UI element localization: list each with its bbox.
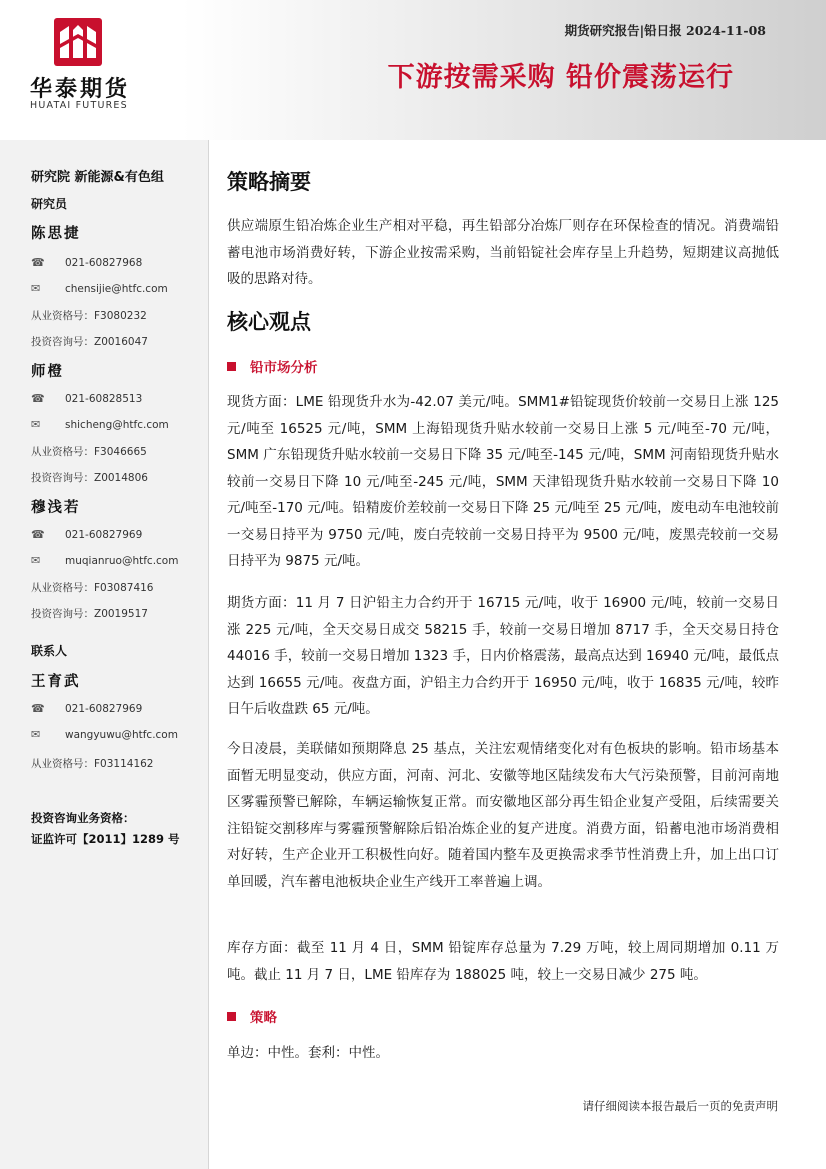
report-title: 下游按需采购 铅价震荡运行: [387, 62, 734, 93]
report-date: 2024-11-08: [686, 23, 766, 38]
contact-email[interactable]: ✉ wangyuwu@htfc.com: [31, 728, 178, 741]
logo-chinese-name: 华泰期货: [30, 77, 131, 102]
license-label: 投资咨询业务资格：: [31, 811, 135, 825]
phone-icon: ☎: [31, 528, 45, 541]
report-type: 期货研究报告|铅日报: [564, 23, 682, 38]
researcher-email[interactable]: ✉ shicheng@htfc.com: [31, 418, 169, 431]
inventory-paragraph: 库存方面：截至 11 月 4 日，SMM 铅锭库存总量为 7.29 万吨，较上周同期增加 0.11 万吨。截止 11 月 7 日，LME 铅库存为 188025 吨，较上一交易日减少 275 吨。: [227, 940, 779, 983]
researcher-phone: ☎ 021-60827969: [31, 528, 143, 541]
red-square-bullet-icon: [227, 362, 236, 371]
logo-english-name: HUATAI FUTURES: [30, 100, 128, 111]
researcher-invest-number: 投资咨询号：Z0019517: [31, 608, 148, 620]
futures-paragraph: 期货方面：11 月 7 日沪铅主力合约开于 16715 元/吨，收于 16900 元/吨，较前一交易日涨 225 元/吨，全天交易日成交 58215 手，较前一交易日增加 8717 手，全天交易日持仓 44016 手，较前一交易日增加 1323 手，日内价格震荡，最高点达到 16940 元/吨，最低点达到 16655 元/吨。夜盘方面，沪铅主力合约开于 16950 元/吨，收于 16835 元/吨，较昨日午后收盘跌 65 元/吨。: [227, 595, 779, 717]
contact-name: 王育武: [31, 673, 81, 690]
summary-heading: 策略摘要: [227, 170, 311, 194]
researcher-invest-number: 投资咨询号：Z0016047: [31, 336, 148, 348]
email-icon: ✉: [31, 554, 41, 567]
phone-icon: ☎: [31, 256, 45, 269]
summary-text: 供应端原生铅冶炼企业生产相对平稳，再生铅部分冶炼厂则存在环保检查的情况。消费端铅蓄电池市场消费好转，下游企业按需采购，当前铅锭社会库存呈上升趋势，短期建议高抛低吸的思路对待。: [227, 218, 779, 287]
huatai-logo-icon: [54, 18, 102, 66]
researcher-name: 师橙: [31, 363, 64, 380]
researcher-qualification: 从业资格号：F03087416: [31, 582, 154, 594]
page-header: [0, 0, 826, 140]
email-icon: ✉: [31, 282, 41, 295]
researcher-email[interactable]: ✉ chensijie@htfc.com: [31, 282, 168, 295]
email-icon: ✉: [31, 418, 41, 431]
red-square-bullet-icon: [227, 1012, 236, 1021]
report-meta: [565, 21, 766, 39]
license-number: 证监许可【2011】1289 号: [31, 832, 180, 846]
researcher-phone: ☎ 021-60827968: [31, 256, 143, 269]
market-analysis-heading: 铅市场分析: [227, 356, 318, 376]
researcher-email[interactable]: ✉ muqianruo@htfc.com: [31, 554, 179, 567]
researcher-invest-number: 投资咨询号：Z0014806: [31, 472, 148, 484]
spot-paragraph: 现货方面：LME 铅现货升水为-42.07 美元/吨。SMM1#铅锭现货价较前一交易日上涨 125 元/吨至 16525 元/吨，SMM 上海铅现货升贴水较前一交易日上涨 5 元/吨至-70 元/吨，SMM 广东铅现货升贴水较前一交易日下降 35 元/吨至-145 元/吨，SMM 河南铅现货升贴水较前一交易日下降 10 元/吨至-245 元/吨，SMM 天津铅现货升贴水较前一交易日下降 10 元/吨至-170 元/吨。铅精废价差较前一交易日下降 25 元/吨至 25 元/吨，废电动车电池较前一交易日持平为 9750 元/吨，废白壳较前一交易日持平为 9500 元/吨，废黑壳较前一交易日持平为 9875 元/吨。: [227, 394, 779, 569]
strategy-heading: 策略: [227, 1006, 277, 1026]
researcher-phone: ☎ 021-60828513: [31, 392, 143, 405]
strategy-text: 单边：中性。套利：中性。: [227, 1045, 389, 1061]
author-sidebar: [0, 140, 209, 1169]
researcher-qualification: 从业资格号：F3046665: [31, 446, 147, 458]
outlook-paragraph: 今日凌晨，美联储如预期降息 25 基点，关注宏观情绪变化对有色板块的影响。铅市场基本面暂无明显变动，供应方面，河南、河北、安徽等地区陆续发布大气污染预警，目前河南地区雾霾预警已解除，车辆运输恢复正常。而安徽地区部分再生铅企业复产受阻，后续需要关注铅锭交割移库与雾霾预警解除后铅冶炼企业的复产进度。消费方面，铅蓄电池市场消费相对好转，生产企业开工积极性向好。随着国内整车及更换需求季节性消费上升，加上出口订单回暖，汽车蓄电池板块企业生产线开工率普遍上调。: [227, 741, 779, 890]
contact-label: 联系人: [31, 644, 68, 658]
research-org: 研究院 新能源&有色组: [31, 170, 164, 185]
license-block: [31, 808, 180, 850]
contact-qualification: 从业资格号：F03114162: [31, 758, 154, 770]
contact-phone: ☎ 021-60827969: [31, 702, 143, 715]
phone-icon: ☎: [31, 392, 45, 405]
researchers-label: 研究员: [31, 197, 68, 211]
disclaimer-note: 请仔细阅读本报告最后一页的免责声明: [582, 1099, 778, 1113]
phone-icon: ☎: [31, 702, 45, 715]
researcher-qualification: 从业资格号：F3080232: [31, 310, 147, 322]
researcher-name: 穆浅若: [31, 499, 81, 516]
researcher-name: 陈思捷: [31, 225, 81, 242]
email-icon: ✉: [31, 728, 41, 741]
core-views-heading: 核心观点: [227, 310, 311, 334]
